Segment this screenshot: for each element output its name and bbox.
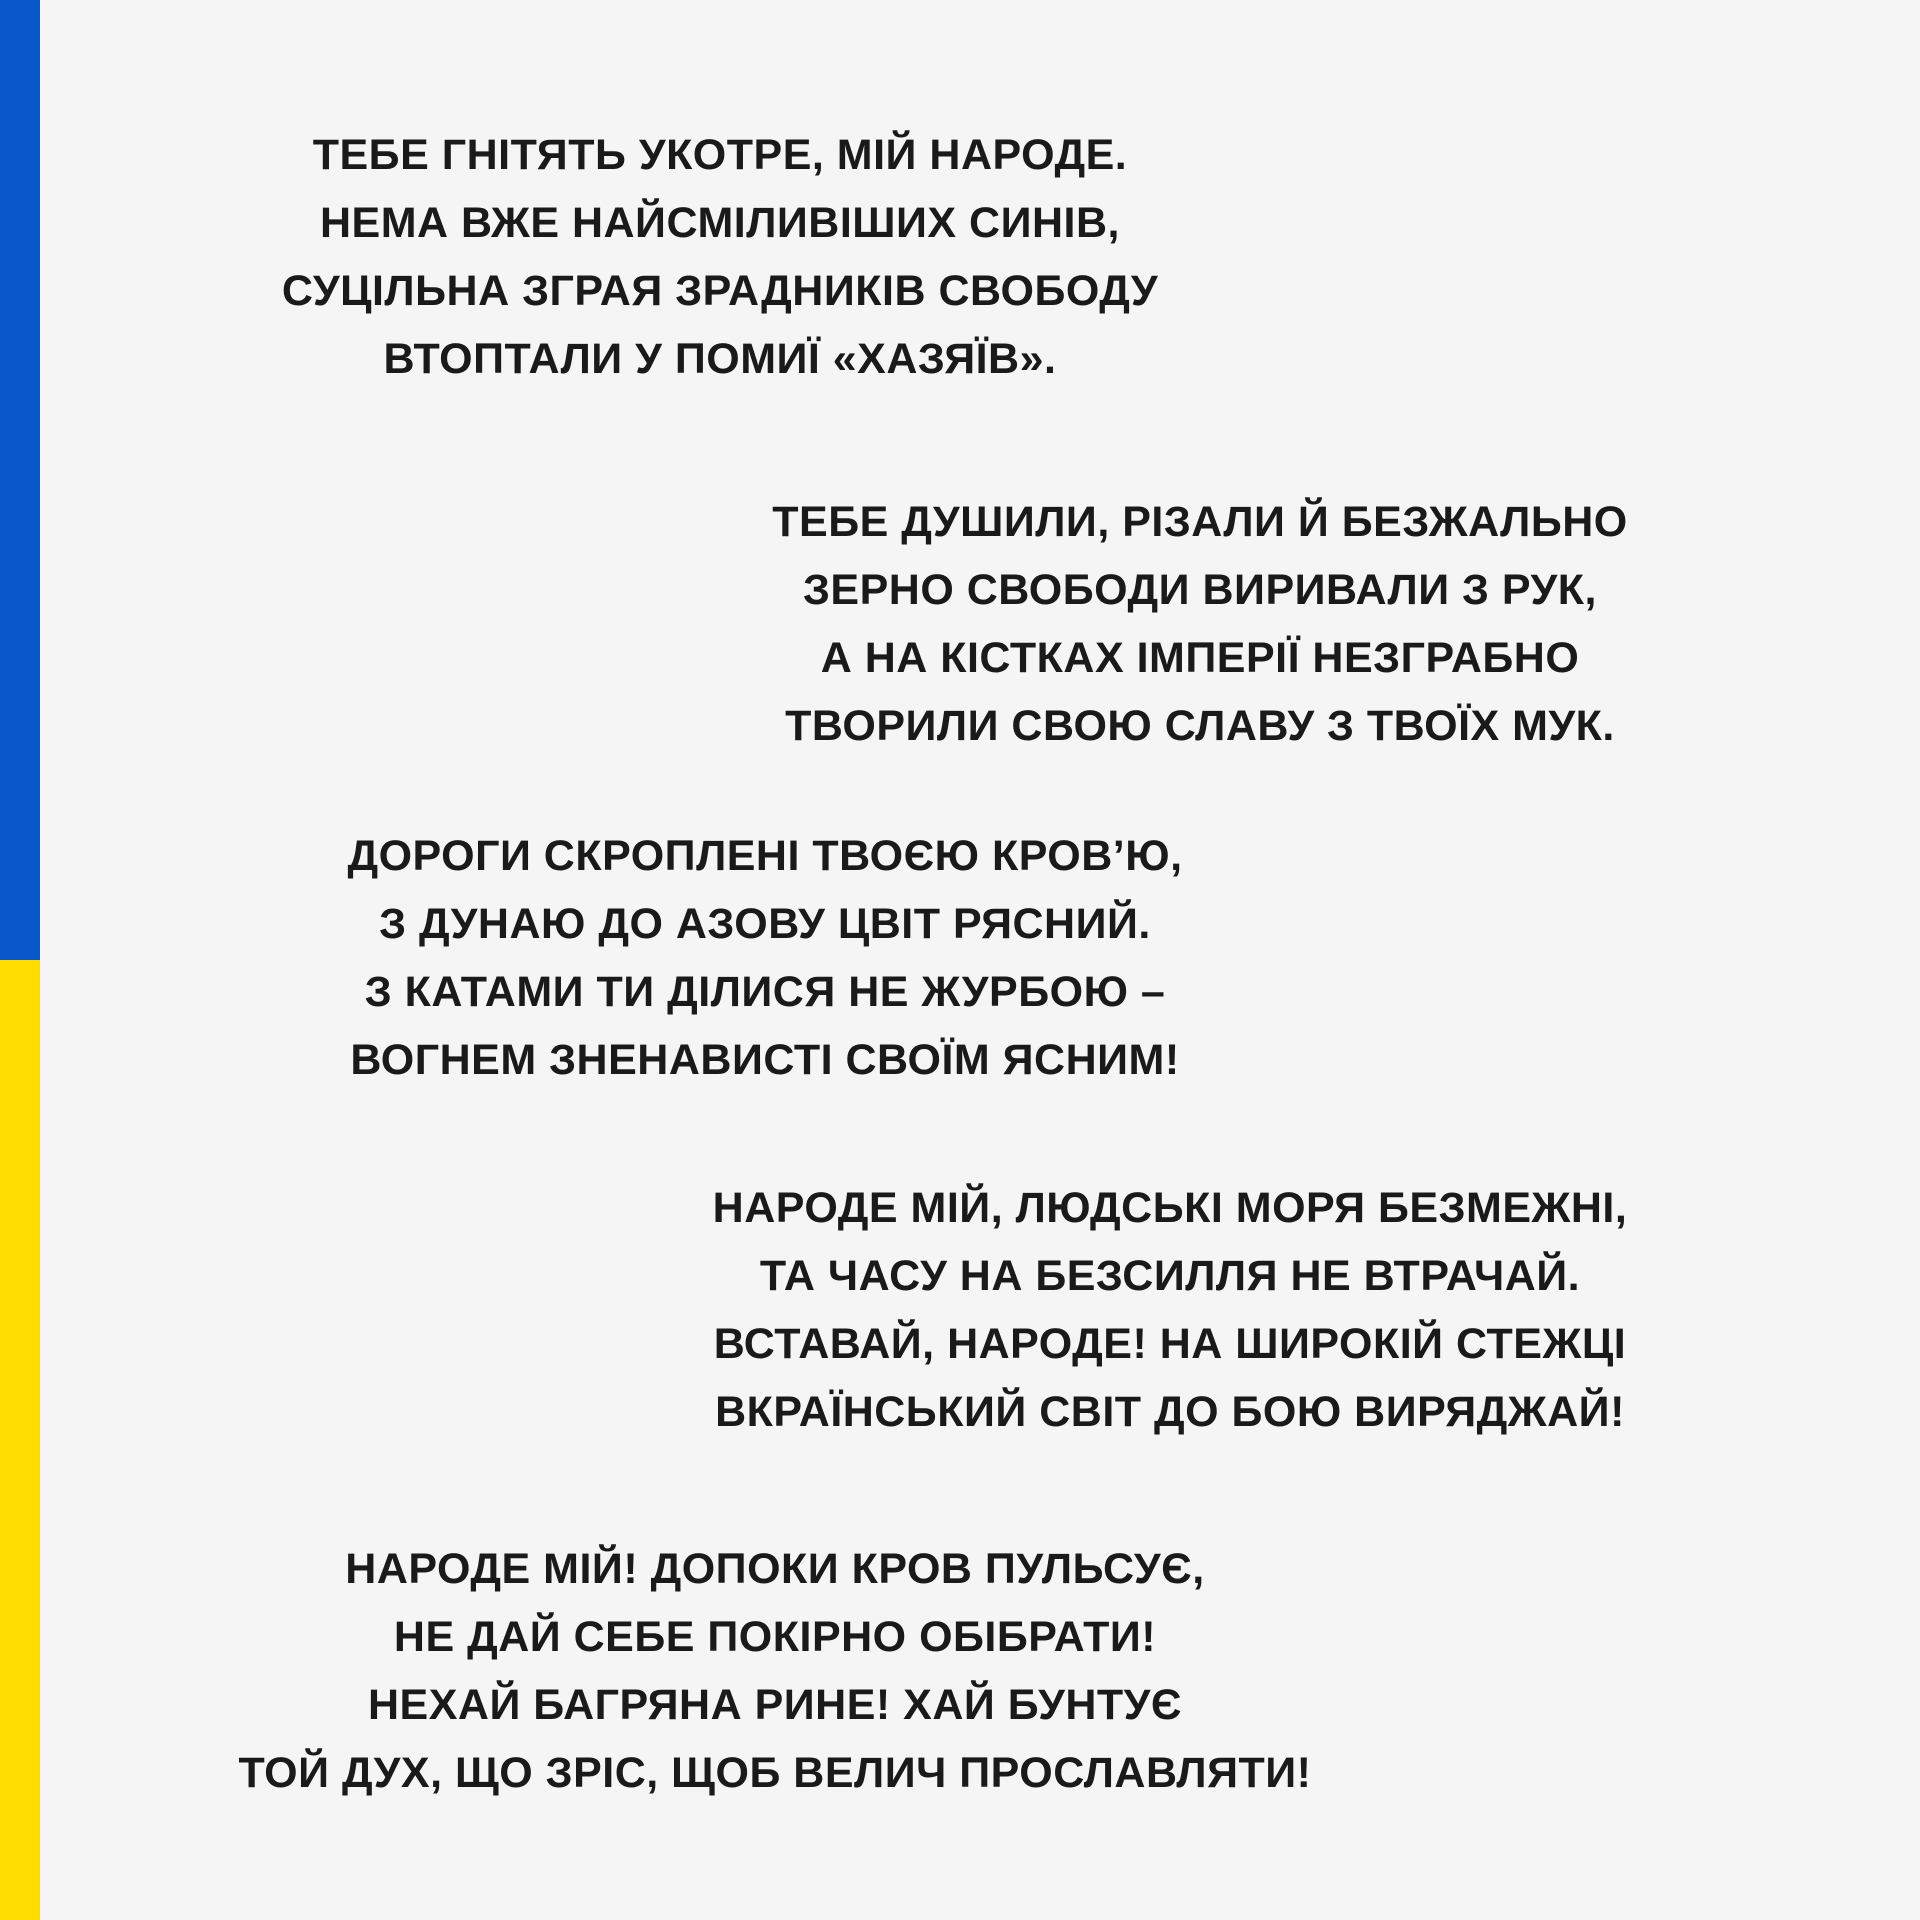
- poem-line: СУЦІЛЬНА ЗГРАЯ ЗРАДНИКІВ СВОБОДУ: [281, 267, 1159, 315]
- poem-line: НЕХАЙ БАГРЯНА РИНЕ! ХАЙ БУНТУЄ: [367, 1681, 1182, 1729]
- poem-line: ТВОРИЛИ СВОЮ СЛАВУ З ТВОЇХ МУК.: [785, 702, 1615, 750]
- poem-line: ТЕБЕ ДУШИЛИ, РІЗАЛИ Й БЕЗЖАЛЬНО: [772, 498, 1628, 546]
- poem-line: ТЕБЕ ГНІТЯТЬ УКОТРЕ, МІЙ НАРОДЕ.: [312, 131, 1128, 179]
- poem-line: НЕ ДАЙ СЕБЕ ПОКІРНО ОБІБРАТИ!: [393, 1613, 1157, 1661]
- poem-line: ТА ЧАСУ НА БЕЗСИЛЛЯ НЕ ВТРАЧАЙ.: [759, 1252, 1581, 1300]
- flag-blue-band: [0, 0, 40, 960]
- poem-line: З КАТАМИ ТИ ДІЛИСЯ НЕ ЖУРБОЮ –: [364, 968, 1166, 1016]
- poem-stanza-4: [540, 1174, 1800, 1446]
- poem-line: З ДУНАЮ ДО АЗОВУ ЦВІТ РЯСНИЙ.: [379, 900, 1151, 948]
- poem-line: А НА КІСТКАХ ІМПЕРІЇ НЕЗГРАБНО: [820, 634, 1580, 682]
- poem-stanza-2: [600, 488, 1800, 760]
- poem-stanza-1: [170, 121, 1270, 393]
- poem-stanza-3: [200, 822, 1330, 1094]
- poem-line: НАРОДЕ МІЙ! ДОПОКИ КРОВ ПУЛЬСУЄ,: [345, 1545, 1205, 1593]
- poem-line: ТОЙ ДУХ, ЩО ЗРІС, ЩОБ ВЕЛИЧ ПРОСЛАВЛЯТИ!: [238, 1749, 1312, 1797]
- poem-line: ВКРАЇНСЬКИЙ СВІТ ДО БОЮ ВИРЯДЖАЙ!: [715, 1388, 1625, 1436]
- poem-line: ВТОПТАЛИ У ПОМИЇ «ХАЗЯЇВ».: [383, 335, 1057, 383]
- poem-line: ВОГНЕМ ЗНЕНАВИСТІ СВОЇМ ЯСНИМ!: [350, 1036, 1180, 1084]
- poem-line: ДОРОГИ СКРОПЛЕНІ ТВОЄЮ КРОВ’Ю,: [347, 832, 1183, 880]
- ukraine-flag-stripe: [0, 0, 40, 1920]
- poem-stanza-5: [160, 1535, 1390, 1807]
- poem-line: ЗЕРНО СВОБОДИ ВИРИВАЛИ З РУК,: [802, 566, 1597, 614]
- poem-line: ВСТАВАЙ, НАРОДЕ! НА ШИРОКІЙ СТЕЖЦІ: [713, 1320, 1627, 1368]
- poem-line: НАРОДЕ МІЙ, ЛЮДСЬКІ МОРЯ БЕЗМЕЖНІ,: [712, 1184, 1628, 1232]
- poem-line: НЕМА ВЖЕ НАЙСМІЛИВІШИХ СИНІВ,: [319, 199, 1120, 247]
- flag-yellow-band: [0, 960, 40, 1920]
